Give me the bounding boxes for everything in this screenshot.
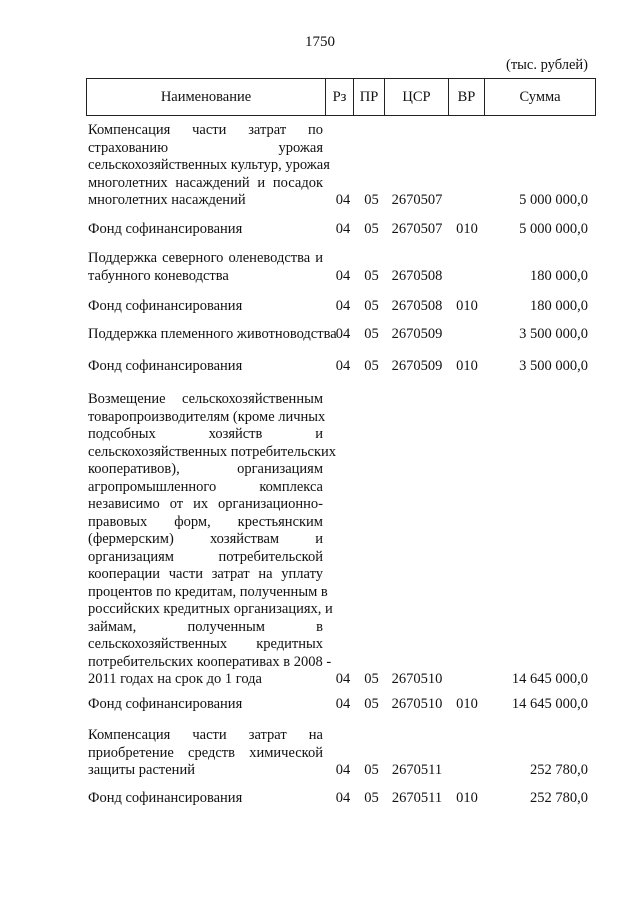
header-csr: ЦСР [384,79,448,115]
header-pr: ПР [353,79,384,115]
cell-vr: 010 [456,790,478,806]
cell-csr: 2670511 [391,790,443,806]
name-line: страхованию урожая [88,139,323,156]
cell-sum: 252 780,0 [530,790,588,806]
row-name [86,221,323,239]
name-line: подсобных хозяйств и [88,426,323,442]
name-line: сельскохозяйственных кредитных [88,636,323,652]
cell-rz: 04 [335,326,351,342]
cell-pr: 05 [364,790,379,806]
row-name [86,391,337,689]
cell-rz: 04 [335,671,351,687]
row-name [86,298,323,316]
cell-sum: 252 780,0 [530,762,588,778]
name-line: многолетних насаждений и посадок [88,174,323,191]
name-line: (фермерским) хозяйствам и [88,531,323,547]
cell-pr: 05 [364,221,379,237]
cell-rz: 04 [335,298,351,314]
name-line: потребительских кооперативах в 2008 - [88,653,332,670]
table-row [86,358,588,376]
cell-rz: 04 [335,696,351,712]
name-line: Поддержка северного оленеводства и [88,250,323,266]
cell-rz: 04 [335,192,351,208]
cell-csr: 2670507 [391,192,443,208]
cell-vr: 010 [456,298,478,314]
header-name: Наименование [86,79,325,115]
cell-csr: 2670508 [391,267,443,284]
cell-pr: 05 [364,358,379,374]
cell-rz: 04 [335,762,351,778]
cell-pr: 05 [364,762,379,778]
name-line: кооперативов), организациям [88,461,323,477]
table-row [86,326,588,344]
table-row [86,122,588,210]
cell-pr: 05 [364,192,379,208]
cell-sum: 180 000,0 [530,267,588,284]
table-row [86,391,588,689]
header-vr: ВР [448,79,484,115]
header-rz: Рз [325,79,353,115]
cell-rz: 04 [335,358,351,374]
name-line: сельскохозяйственных культур, урожая [88,157,330,173]
cell-vr: 010 [456,221,478,237]
name-line: займам, полученным в [88,618,323,635]
name-line: товаропроизводителям (кроме личных [88,408,326,425]
table-row [86,790,588,808]
cell-vr: 010 [456,358,478,374]
name-line: Фонд софинансирования [88,696,243,712]
cell-sum: 5 000 000,0 [519,192,588,208]
row-name [86,250,323,285]
cell-pr: 05 [364,298,379,314]
cell-pr: 05 [364,326,379,342]
name-line: сельскохозяйственных потребительских [88,443,337,460]
cell-csr: 2670509 [391,326,443,342]
row-name [86,696,323,714]
cell-sum: 180 000,0 [530,298,588,314]
table-header [86,78,596,116]
table-row [86,727,588,780]
cell-csr: 2670510 [391,671,443,687]
name-line: многолетних насаждений [88,192,246,208]
cell-pr: 05 [364,267,379,284]
name-line: Фонд софинансирования [88,790,243,806]
header-sum: Сумма [484,79,596,115]
name-line: российских кредитных организациях, и [88,601,333,617]
cell-sum: 5 000 000,0 [519,221,588,237]
cell-csr: 2670507 [391,221,443,237]
cell-sum: 14 645 000,0 [511,696,588,712]
cell-csr: 2670509 [391,358,443,374]
name-line: Компенсация части затрат по [88,122,323,138]
cell-rz: 04 [335,267,351,284]
name-line: Фонд софинансирования [88,358,243,374]
name-line: Компенсация части затрат на [88,727,323,743]
name-line: агропромышленного комплекса [88,478,323,495]
cell-csr: 2670510 [391,696,443,712]
table-row [86,221,588,239]
cell-csr: 2670508 [391,298,443,314]
cell-pr: 05 [364,696,379,712]
cell-rz: 04 [335,790,351,806]
row-name [86,122,330,210]
table-row [86,696,588,714]
name-line: Возмещение сельскохозяйственным [88,391,323,407]
row-name [86,326,337,344]
cell-rz: 04 [335,221,351,237]
name-line: правовых форм, крестьянским [88,513,323,530]
cell-sum: 3 500 000,0 [519,358,588,374]
name-line: кооперации части затрат на уплату [88,566,323,582]
name-line: 2011 годах на срок до 1 года [88,671,262,687]
name-line: защиты растений [88,762,195,778]
units-label: (тыс. рублей) [506,57,588,73]
cell-vr: 010 [456,696,478,712]
row-name [86,790,323,808]
name-line: приобретение средств химической [88,744,323,761]
name-line: Поддержка племенного животноводства [88,326,337,342]
name-line: табунного коневодства [88,267,229,284]
cell-pr: 05 [364,671,379,687]
name-line: Фонд софинансирования [88,221,243,237]
page-number: 1750 [305,34,335,50]
table-row [86,250,588,285]
cell-sum: 14 645 000,0 [511,671,588,687]
name-line: организациям потребительской [88,548,323,565]
row-name [86,358,323,376]
cell-sum: 3 500 000,0 [519,326,588,342]
name-line: независимо от их организационно- [88,496,323,512]
name-line: процентов по кредитам, полученным в [88,583,328,600]
name-line: Фонд софинансирования [88,298,243,314]
row-name [86,727,323,780]
table-row [86,298,588,316]
cell-csr: 2670511 [391,762,443,778]
